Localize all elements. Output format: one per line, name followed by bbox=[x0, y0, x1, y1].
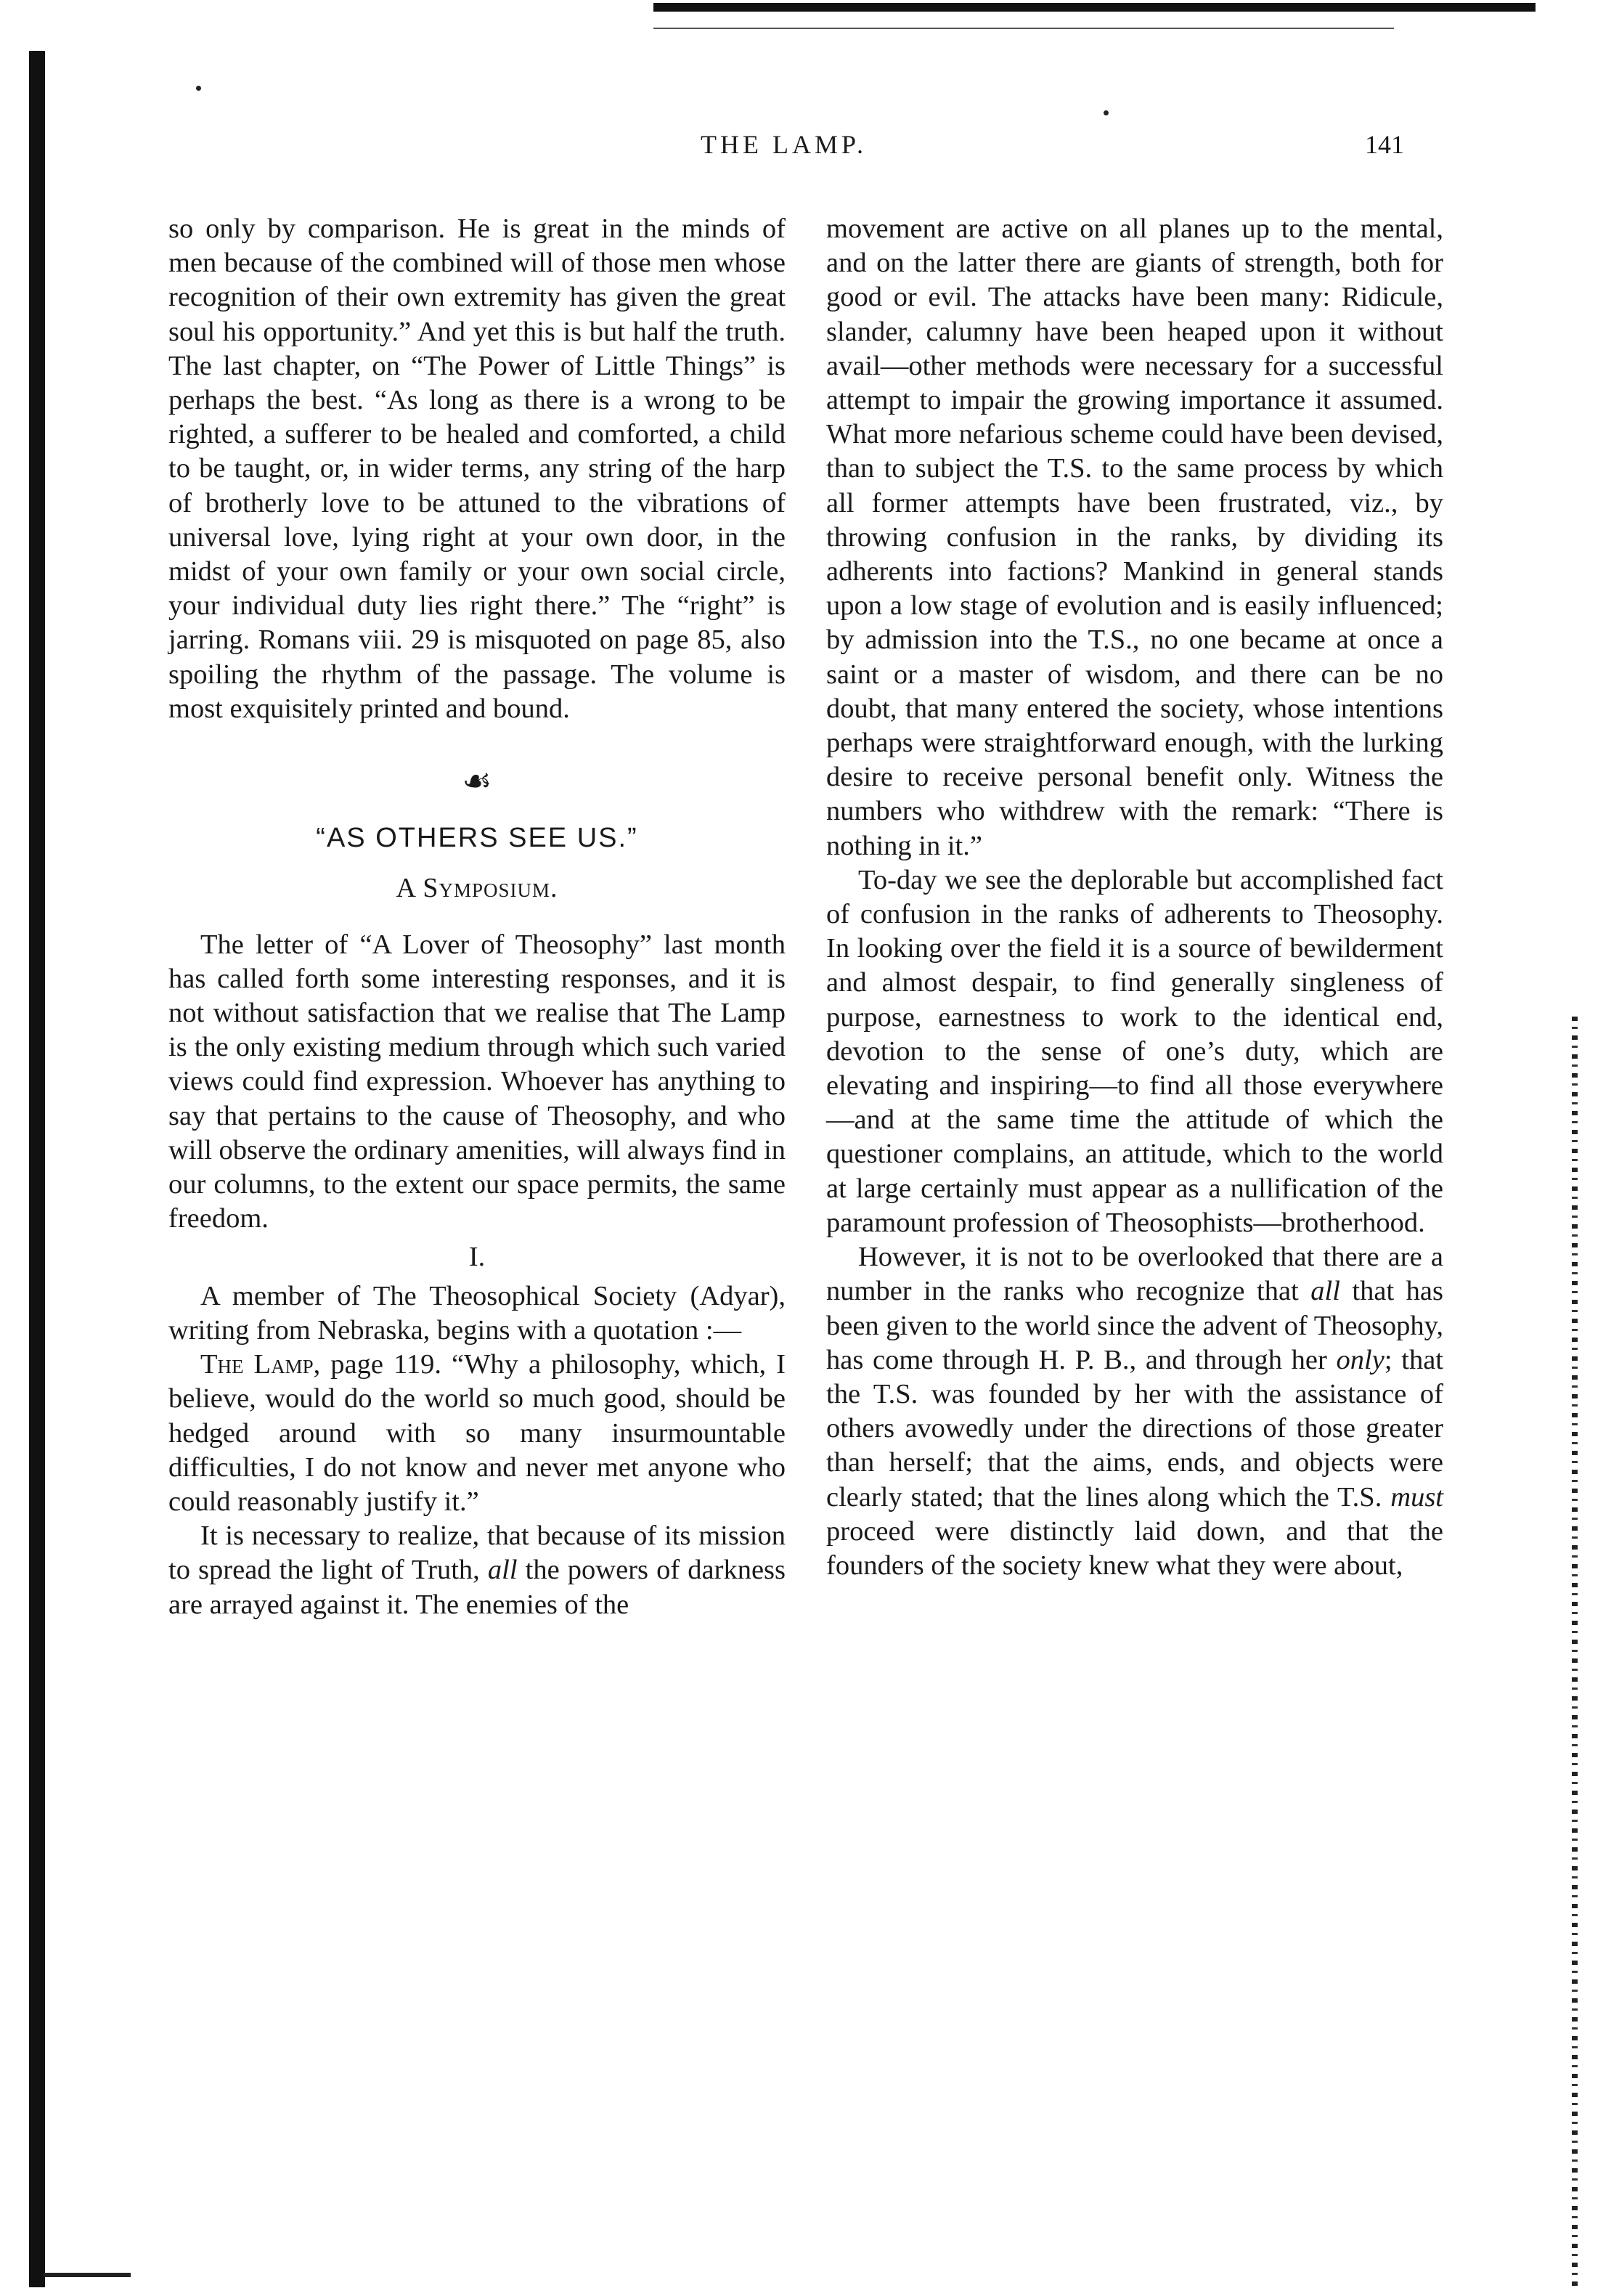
paragraph: movement are active on all planes up to the mental, and on the latter there are giants of strength, both for good or evil. The attacks have been many: Ridicule, slander, calumny have been heaped upon it without avail—other methods were necessary for a successful attempt to impair the growing importance it assumed. What more nefarious scheme could have been devised, than to subject the T.S. to the same process by which all former attempts have been frustrated, viz., by throwing confusion in the ranks, by dividing its adherents into factions? Mankind in general stands upon a low stage of evolution and is easily influenced; by admission into the T.S., no one became at once a saint or a master of wisdom, and there can be no doubt, that many entered the society, whose intentions perhaps were straightforward enough, with the lurking desire to receive personal benefit only. Witness the numbers who withdrew with the remark: “There is nothing in it.” bbox=[826, 213, 1443, 861]
right-column bbox=[826, 212, 1443, 1583]
top-thin-rule bbox=[653, 28, 1394, 29]
binding-edge-foot bbox=[44, 2273, 131, 2277]
quote-text: , page 119. “Why a philosophy, which, I believe, would do the world so much good, should be hedged around with so many insurmountable difficulties, I do not know and never met anyone who could reasonably justify it.” bbox=[168, 1349, 786, 1517]
page-header bbox=[0, 129, 1619, 173]
left-column bbox=[168, 212, 786, 1622]
page-number: 141 bbox=[1365, 130, 1404, 159]
text-run: that has been given to the world since the advent of Theosophy, has come through H. P. B., and through her bbox=[826, 1276, 1443, 1375]
part-numeral: I. bbox=[468, 1242, 486, 1273]
text-run: However, it is not to be overlooked that there are a number in the ranks who recognize that bbox=[826, 1242, 1443, 1307]
text-run: the powers of darkness are arrayed against it. The enemies of the bbox=[168, 1555, 786, 1620]
text-run: It is necessary to realize, that because of its mission to spread the light of Truth, bbox=[168, 1521, 786, 1586]
paragraph: A member of The Theosophical Society (Adyar), writing from Nebraska, begins with a quotation :— bbox=[168, 1280, 786, 1346]
paragraph: so only by comparison. He is great in the minds of men because of the combined will of those men whose recognition of their own extremity has given the great soul his opportunity.” And yet this is but half the truth. The last chapter, on “The Power of Little Things” is perhaps the best. “As long as there is a wrong to be righted, a sufferer to be healed and comforted, a child to be taught, or, in wider terms, any string of the harp of brotherly love to be attuned to the vibrations of universal love, lying right at your own door, in the midst of your own family or your own social circle, your individual duty lies right there.” The “right” is jarring. Romans viii. 29 is misquoted on page 85, also spoiling the rhythm of the passage. The volume is most exquisitely printed and bound. bbox=[168, 213, 786, 724]
fleuron-ornament: ☙ bbox=[462, 762, 492, 800]
emphasis: all bbox=[1310, 1276, 1340, 1307]
text-run: proceed were distinctly laid down, and that the founders of the society knew what they were about, bbox=[826, 1515, 1443, 1581]
paragraph: To-day we see the deplorable but accomplished fact of confusion in the ranks of adherents to Theosophy. In looking over the field it is a source of bewilderment and almost despair, to find generally singleness of purpose, earnestness to work to the identical end, devotion to the sense of one’s duty, which are elevating and inspiring—to find all those everywhere—and at the same time the attitude of which the questioner complains, an attitude, which to the world at large certainly must appear as a nullification of the paramount profession of Theosophists—brotherhood. bbox=[826, 864, 1443, 1238]
emphasis: all bbox=[487, 1555, 518, 1586]
paragraph bbox=[826, 1240, 1443, 1583]
emphasis: only bbox=[1336, 1344, 1384, 1375]
quotation-paragraph bbox=[168, 1348, 786, 1519]
quote-source: The Lamp bbox=[200, 1349, 314, 1380]
text-run: ; that the T.S. was founded by her with the assistance of others avowedly under the directions of those greater than herself; that the aims, ends, and objects were clearly stated; that the lines along which the T.S. bbox=[826, 1344, 1443, 1513]
page-edge-speckle bbox=[1572, 1017, 1578, 2287]
binding-edge bbox=[29, 51, 45, 2287]
paragraph bbox=[168, 1519, 786, 1622]
section-title: “AS OTHERS SEE US.” bbox=[316, 823, 638, 854]
running-title: THE LAMP. bbox=[701, 130, 868, 159]
scan-speck bbox=[196, 86, 201, 91]
paragraph: The letter of “A Lover of Theosophy” last month has called forth some interesting responses, and it is not without satisfaction that we realise that The Lamp is the only existing medium through which such varied views could find expression. Whoever has anything to say that pertains to the cause of Theosophy, and who will observe the ordinary amenities, will always find in our columns, to the extent our space permits, the same freedom. bbox=[168, 929, 786, 1234]
top-border-rule bbox=[653, 3, 1536, 12]
scan-speck bbox=[1104, 110, 1109, 115]
section-subtitle: A Symposium. bbox=[396, 873, 558, 904]
emphasis: must bbox=[1390, 1481, 1443, 1513]
